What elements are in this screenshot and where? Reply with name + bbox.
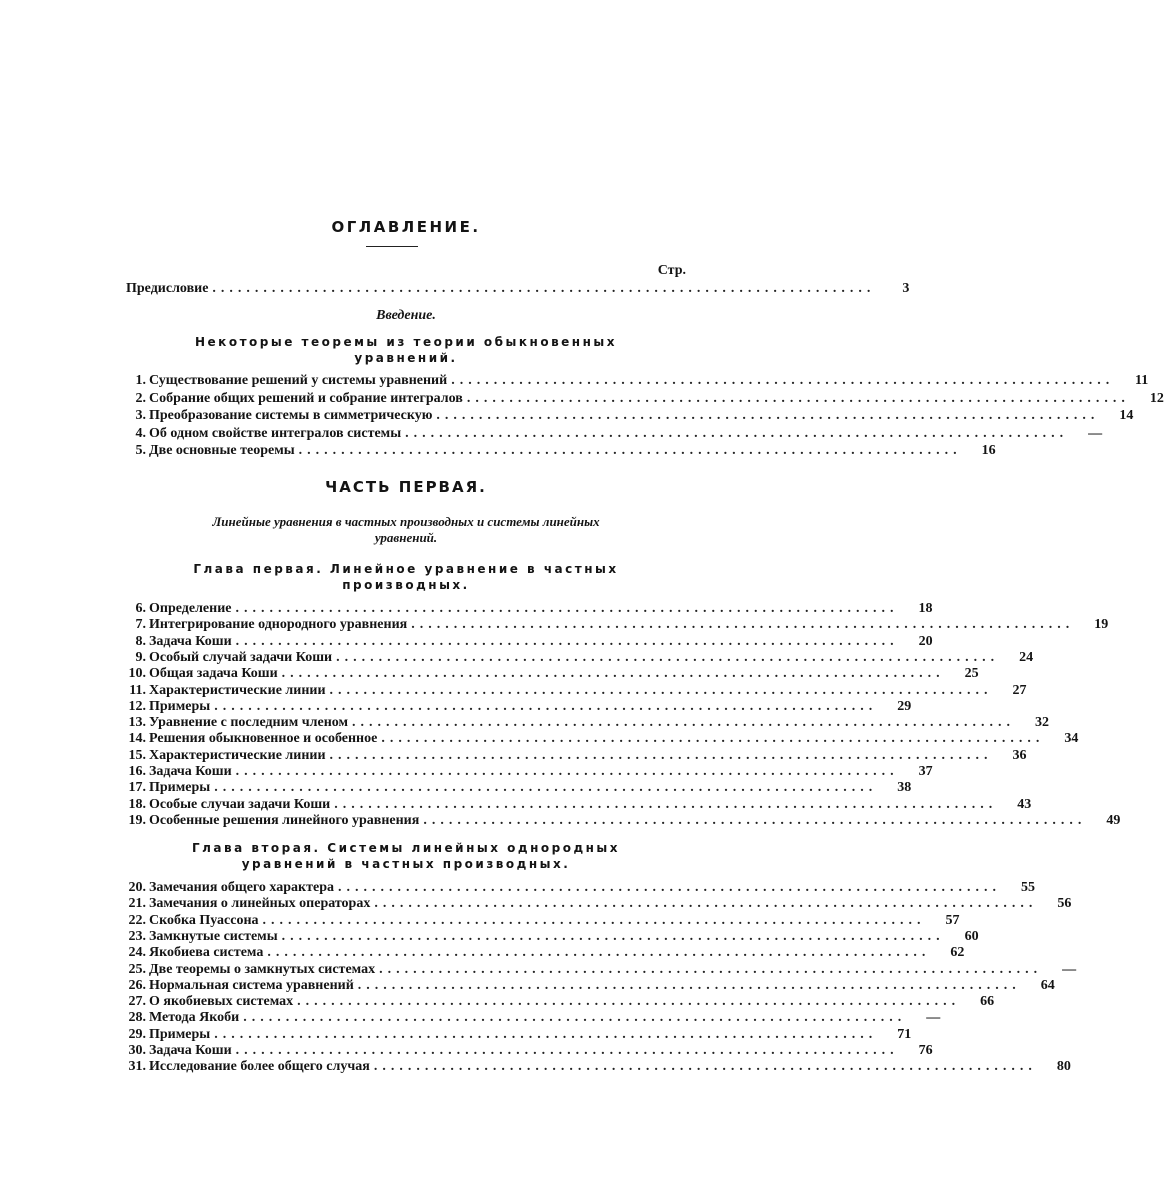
leader-dots: .............................................................................. xyxy=(436,408,1100,424)
toc-entry-number: 20. xyxy=(128,880,146,895)
toc-entry-title: Якобиева система xyxy=(149,945,264,961)
toc-entry-title: Особенные решения линейного уравнения xyxy=(149,812,420,828)
toc-entry-page: 27 xyxy=(1012,682,1027,698)
toc-entry-title: Решения обыкновенное и особенное xyxy=(149,731,378,747)
toc-entry[interactable] xyxy=(126,912,960,929)
toc-entry-page: 62 xyxy=(950,945,965,961)
leader-dots: .............................................................................. xyxy=(281,928,945,944)
toc-entry-number: 31. xyxy=(128,1059,146,1075)
leader-dots: .............................................................................. xyxy=(336,649,1000,665)
toc-entry[interactable] xyxy=(126,390,1164,407)
toc-entry[interactable] xyxy=(126,408,1134,424)
leader-dots: .............................................................................. xyxy=(352,715,1016,731)
toc-entry-number: 11. xyxy=(129,682,146,698)
toc-entry-title: Замечания общего характера xyxy=(149,880,334,895)
leader-dots: .............................................................................. xyxy=(262,912,926,928)
leader-dots: .............................................................................. xyxy=(235,633,899,649)
toc-entry[interactable] xyxy=(126,1026,912,1043)
toc-entry-number: 8. xyxy=(135,633,146,649)
toc-entry-page: 18 xyxy=(918,601,933,616)
leader-dots: .............................................................................. xyxy=(212,281,876,296)
toc-entry[interactable] xyxy=(126,649,1034,666)
toc-entry-page: 37 xyxy=(918,764,933,779)
toc-entry-page: 20 xyxy=(918,633,933,649)
leader-dots: .............................................................................. xyxy=(373,1059,1037,1075)
toc-entry-page: 49 xyxy=(1106,812,1121,828)
toc-entry[interactable] xyxy=(126,945,965,961)
toc-entry[interactable] xyxy=(126,1043,933,1059)
toc-entry-number: 29. xyxy=(128,1026,146,1042)
toc-entry-title: Задача Коши xyxy=(149,633,232,649)
toc-entry-title: Предисловие xyxy=(126,281,209,296)
toc-entry-number: 6. xyxy=(135,601,146,616)
toc-entry-title: Общая задача Коши xyxy=(149,666,278,682)
toc-entry-title: Преобразование системы в симметрическую xyxy=(149,408,433,424)
toc-entry-title: Характеристические линии xyxy=(149,747,326,763)
toc-entry-number: 3. xyxy=(135,408,146,424)
toc-entry-page: 71 xyxy=(897,1026,912,1042)
toc-entry-number: 26. xyxy=(128,977,146,993)
leader-dots: .............................................................................. xyxy=(214,780,878,796)
leader-dots: .............................................................................. xyxy=(214,1026,878,1042)
toc-entry-number: 22. xyxy=(128,912,146,928)
chapter2-heading-line2: уравнений в частных производных. xyxy=(241,857,571,871)
leader-dots: .............................................................................. xyxy=(337,880,1001,895)
toc-entry[interactable] xyxy=(126,747,1027,764)
toc-entry[interactable] xyxy=(126,764,933,780)
part-subtitle-line1: Линейные уравнения в частных производных и системы линейных xyxy=(212,514,600,529)
toc-entry[interactable] xyxy=(126,977,1055,994)
toc-entry-page: 19 xyxy=(1094,617,1109,633)
leader-dots: .............................................................................. xyxy=(379,961,1043,977)
toc-entry-page: 16 xyxy=(981,443,996,459)
toc-entry-title: Уравнение с последним членом xyxy=(149,715,349,731)
toc-entry[interactable] xyxy=(126,896,1072,912)
toc-entry-title: Метода Якоби xyxy=(149,1010,240,1026)
toc-entry-title: Характеристические линии xyxy=(149,682,326,698)
toc-entry-page: 43 xyxy=(1017,796,1032,812)
toc-entry-title: Существование решений у системы уравнений xyxy=(149,373,448,388)
toc-entry-number: 16. xyxy=(128,764,146,779)
toc-entry-page: 34 xyxy=(1064,731,1079,747)
toc-entry-page: 66 xyxy=(980,994,995,1010)
toc-entry-number: 30. xyxy=(128,1043,146,1058)
toc-entry-page: 32 xyxy=(1035,715,1050,731)
toc-entry-preface[interactable] xyxy=(126,281,910,297)
chapter1-heading-line1: Глава первая. Линейное уравнение в частных xyxy=(193,562,619,576)
toc-entry[interactable] xyxy=(126,928,979,945)
leader-dots: .............................................................................. xyxy=(235,1043,899,1058)
toc-entry-title: Скобка Пуассона xyxy=(149,912,259,928)
page-column-label: Стр. xyxy=(657,263,686,278)
toc-entry-number: 2. xyxy=(135,390,146,406)
toc-entry-number: 5. xyxy=(135,443,146,459)
toc-entry-number: 17. xyxy=(128,780,146,796)
toc-entry-title: Замечания о линейных операторах xyxy=(149,896,371,912)
chapter1-heading-line2: производных. xyxy=(342,578,470,592)
intro-heading-line2: уравнений. xyxy=(354,351,458,365)
part-subtitle-line2: уравнений. xyxy=(374,530,438,545)
toc-entry-title: Нормальная система уравнений xyxy=(149,977,354,993)
toc-entry-number: 25. xyxy=(128,961,146,977)
toc-entry-number: 7. xyxy=(135,617,146,633)
leader-dots: .............................................................................. xyxy=(357,977,1021,993)
part-title: ЧАСТЬ ПЕРВАЯ. xyxy=(325,478,487,496)
leader-dots: .............................................................................. xyxy=(243,1010,907,1026)
leader-dots: .............................................................................. xyxy=(235,764,899,779)
toc-entry-page: 55 xyxy=(1020,880,1035,895)
toc-entry-title: О якобиевых системах xyxy=(149,994,294,1010)
toc-entry-number: 19. xyxy=(128,812,146,828)
toc-entry-title: Примеры xyxy=(149,1026,211,1042)
toc-entry-title: Интегрирование однородного уравнения xyxy=(149,617,408,633)
toc-entry-page: 56 xyxy=(1057,896,1072,912)
toc-entry-page: — xyxy=(1062,961,1077,977)
toc-entry[interactable] xyxy=(126,731,1079,747)
leader-dots: .............................................................................. xyxy=(374,896,1038,912)
toc-entry[interactable] xyxy=(126,633,933,650)
leader-dots: .............................................................................. xyxy=(405,425,1069,441)
toc-entry-title: Собрание общих решений и собрание интегралов xyxy=(149,390,463,406)
leader-dots: .............................................................................. xyxy=(451,373,1115,388)
toc-entry[interactable] xyxy=(126,994,995,1010)
toc-entry[interactable] xyxy=(126,780,912,796)
toc-entry-page: 36 xyxy=(1012,747,1027,763)
toc-entry-title: Задача Коши xyxy=(149,1043,232,1058)
toc-entry[interactable] xyxy=(126,796,1032,813)
toc-entry-page: 38 xyxy=(897,780,912,796)
toc-entry[interactable] xyxy=(126,601,933,617)
toc-entry-page: — xyxy=(1088,425,1103,441)
leader-dots: .............................................................................. xyxy=(411,617,1075,633)
leader-dots: .............................................................................. xyxy=(329,747,993,763)
toc-entry-page: 76 xyxy=(918,1043,933,1058)
toc-entry[interactable] xyxy=(126,617,1109,633)
toc-entry[interactable] xyxy=(126,880,1035,896)
leader-dots: .............................................................................. xyxy=(329,682,993,698)
leader-dots: .............................................................................. xyxy=(214,698,878,714)
toc-entry-page: 80 xyxy=(1056,1059,1071,1075)
leader-dots: .............................................................................. xyxy=(334,796,998,812)
toc-entry-number: 1. xyxy=(135,373,146,388)
toc-entry-title: Замкнутые системы xyxy=(149,928,278,944)
toc-entry-number: 4. xyxy=(135,425,146,441)
toc-entry-number: 23. xyxy=(128,928,146,944)
toc-entry-number: 12. xyxy=(128,698,146,714)
toc-entry-page: 25 xyxy=(964,666,979,682)
toc-entry-page: 24 xyxy=(1019,649,1034,665)
toc-entry-title: Задача Коши xyxy=(149,764,232,779)
toc-entry-page: 11 xyxy=(1134,373,1149,388)
leader-dots: .............................................................................. xyxy=(466,390,1130,406)
toc-entry-number: 15. xyxy=(128,747,146,763)
toc-entry-title: Об одном свойстве интегралов системы xyxy=(149,425,402,441)
toc-entry-number: 27. xyxy=(128,994,146,1010)
toc-entry-number: 24. xyxy=(128,945,146,961)
toc-entry-number: 18. xyxy=(128,796,146,812)
toc-entry-number: 9. xyxy=(135,649,146,665)
toc-entry[interactable] xyxy=(126,443,996,459)
toc-entry-page: — xyxy=(926,1010,941,1026)
toc-entry-title: Особые случаи задачи Коши xyxy=(149,796,331,812)
leader-dots: .............................................................................. xyxy=(423,812,1087,828)
toc-entry[interactable] xyxy=(126,666,979,682)
toc-entry-page: 64 xyxy=(1040,977,1055,993)
toc-entry[interactable] xyxy=(126,682,1027,699)
toc-entry-title: Примеры xyxy=(149,698,211,714)
toc-entry-number: 21. xyxy=(128,896,146,912)
toc-entry[interactable] xyxy=(126,425,1103,442)
leader-dots: .............................................................................. xyxy=(267,945,931,961)
page-title: ОГЛАВЛЕНИЕ. xyxy=(331,218,481,236)
leader-dots: .............................................................................. xyxy=(298,443,962,459)
toc-entry[interactable] xyxy=(126,698,912,715)
toc-entry-page: 60 xyxy=(964,928,979,944)
toc-entry-page: 14 xyxy=(1119,408,1134,424)
toc-entry-number: 14. xyxy=(128,731,146,747)
leader-dots: .............................................................................. xyxy=(381,731,1045,747)
toc-entry[interactable] xyxy=(126,812,1121,829)
toc-entry-title: Две основные теоремы xyxy=(149,443,295,459)
toc-entry-page: 29 xyxy=(897,698,912,714)
toc-entry-title: Особый случай задачи Коши xyxy=(149,649,333,665)
toc-entry[interactable] xyxy=(126,373,1149,389)
toc-entry[interactable] xyxy=(126,1010,941,1026)
toc-entry-number: 28. xyxy=(128,1010,146,1026)
toc-entry-page: 3 xyxy=(902,281,910,296)
chapter2-heading-line1: Глава вторая. Системы линейных однородных xyxy=(191,841,621,855)
toc-entry[interactable] xyxy=(126,715,1050,731)
leader-dots: .............................................................................. xyxy=(235,601,899,616)
leader-dots: .............................................................................. xyxy=(281,666,945,682)
intro-heading-line1: Некоторые теоремы из теории обыкновенных xyxy=(195,335,617,349)
toc-entry-page: 57 xyxy=(945,912,960,928)
leader-dots: .............................................................................. xyxy=(297,994,961,1010)
toc-entry[interactable] xyxy=(126,1059,1071,1075)
toc-entry-number: 13. xyxy=(128,715,146,731)
toc-entry-page: 12 xyxy=(1149,390,1164,406)
toc-entry-number: 10. xyxy=(128,666,146,682)
toc-entry-title: Две теоремы о замкнутых системах xyxy=(149,961,376,977)
toc-entry-title: Определение xyxy=(149,601,232,616)
intro-label: Введение. xyxy=(376,308,436,323)
title-divider xyxy=(366,246,418,247)
toc-entry[interactable] xyxy=(126,961,1077,978)
toc-entry-title: Исследование более общего случая xyxy=(149,1059,370,1075)
toc-entry-title: Примеры xyxy=(149,780,211,796)
